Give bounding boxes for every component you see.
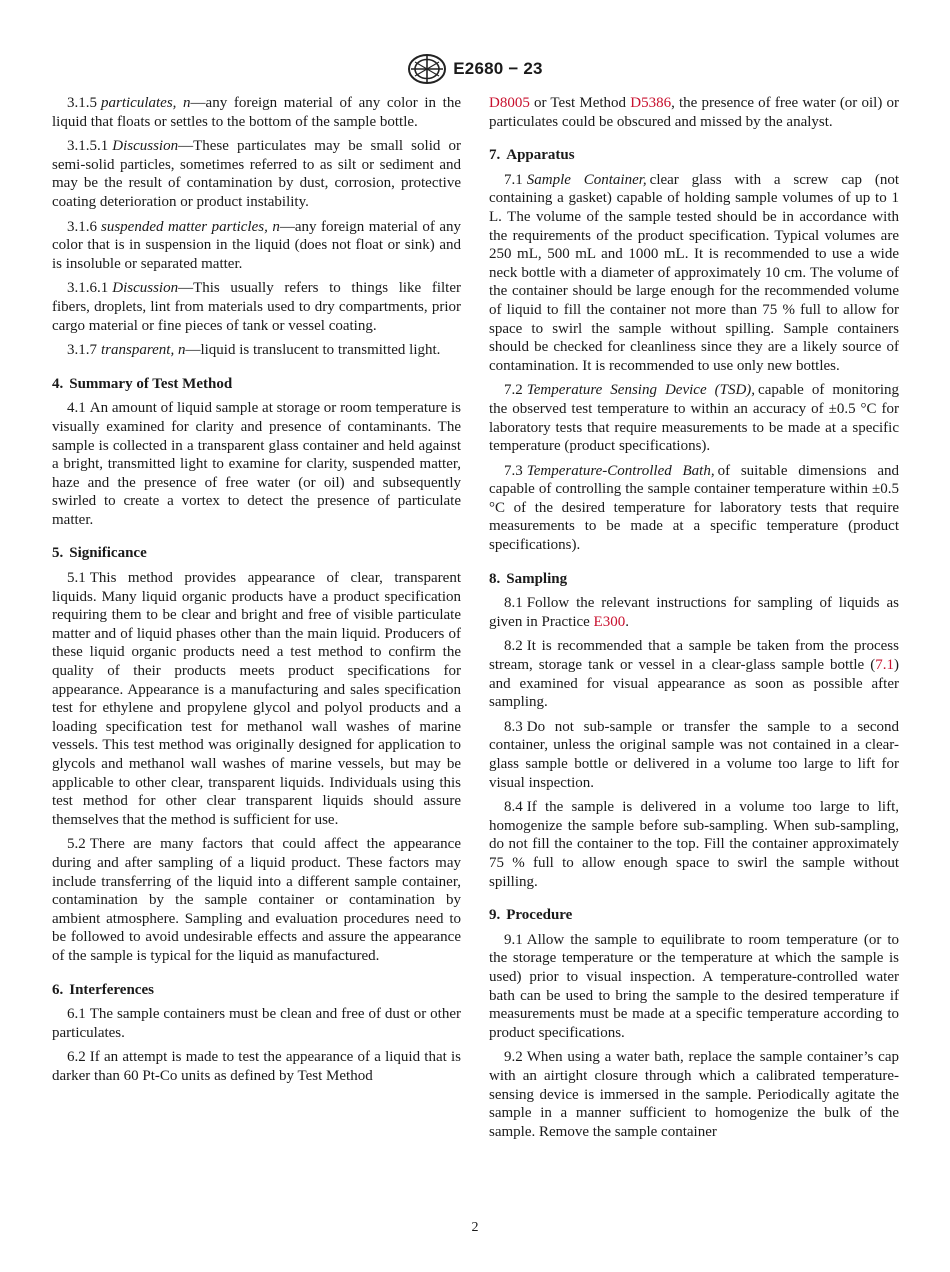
paragraph-text: If the sample is delivered in a volume too large to lift, homogenize the sample before sub-sampling. When sub-sampling, do not fill the container to the top. Fill the container approximately 75 % full to allow enough space to swirl the sample without spilling. xyxy=(489,799,899,890)
paragraph-text: . xyxy=(625,613,629,630)
right-column xyxy=(489,94,899,1147)
document-designation: E2680 − 23 xyxy=(453,59,543,78)
heading-number: 7. xyxy=(489,147,501,164)
heading-title: Interferences xyxy=(69,981,154,998)
section-heading-5 xyxy=(52,544,461,563)
paragraph-text: —any foreign material of any color that is in suspension in the liquid (does not float or sink) and is insoluble or separated matter. xyxy=(52,218,461,272)
apparatus-term: Temperature-Controlled Bath, xyxy=(526,462,715,479)
paragraph-text: —liquid is translucent to transmitted light. xyxy=(185,342,441,359)
heading-title: Summary of Test Method xyxy=(69,375,233,392)
paragraph-text: It is recommended that a sample be taken from the process stream, storage tank or vessel in a clear-glass sample bottle ( xyxy=(489,638,899,674)
heading-title: Procedure xyxy=(506,907,573,924)
paragraph-text: or Test Method xyxy=(529,95,631,111)
heading-title: Significance xyxy=(69,545,147,562)
paragraph-text: There are many factors that could affect the appearance during and after sampling of a liquid product. These factors may include transferring of the liquid into a different sample container, contamination by the sample container or contamination by ambient atmosphere. Sampling and evaluation procedures need to be followed to avoid undesirable effects and assure the appearance of the sample is typical for the liquid as manufactured. xyxy=(52,836,461,964)
section-heading-4 xyxy=(52,375,461,394)
section-heading-7 xyxy=(489,146,899,165)
paragraph-text: An amount of liquid sample at storage or room temperature is visually examined for clarity and presence of contaminants. The sample is collected in a transparent glass container and held against a bright, transmitted light to examine for clarity, suspended matter, haze and the presence of free water (or oil) and subsequently swirled to create a vortex to detect the presence of particulate matter. xyxy=(52,400,461,528)
defined-term: particulates, n xyxy=(101,95,191,111)
section-number: 7.1 xyxy=(504,171,523,188)
paragraph-7-1 xyxy=(489,171,899,376)
paragraph-text: The sample containers must be clean and free of dust or other particulates. xyxy=(52,1006,461,1041)
section-number: 8.2 xyxy=(504,638,523,655)
paragraph-7-3 xyxy=(489,462,899,555)
discussion-label: Discussion xyxy=(112,280,179,297)
discussion-label: Discussion xyxy=(112,138,179,155)
page-number: 2 xyxy=(471,1220,479,1235)
section-number: 6.2 xyxy=(67,1049,86,1066)
paragraph-text: —any foreign material of any color in the liquid that floats or settles to the bottom of the sample bottle. xyxy=(52,95,461,130)
reference-link-d8005[interactable]: D8005 xyxy=(489,95,530,111)
left-column xyxy=(52,94,461,1092)
heading-number: 9. xyxy=(489,907,501,924)
reference-link-7-1[interactable]: 7.1 xyxy=(875,657,894,674)
heading-title: Sampling xyxy=(506,570,568,587)
paragraph-text: capable of monitoring the observed test temperature to within an accuracy of ±0.5 °C for laboratory tests that require measurements to be made at a specific temperature (product specifications). xyxy=(489,382,899,455)
section-number: 3.1.5 xyxy=(67,95,97,111)
section-heading-8 xyxy=(489,570,899,589)
section-number: 3.1.7 xyxy=(67,342,97,359)
heading-title: Apparatus xyxy=(506,147,575,164)
paragraph-text: When using a water bath, replace the sample container’s cap with an airtight closure through which a calibrated temperature-sensing device is immersed in the sample. Periodically agitate the sample in a manner sufficient to homogenize the bulk of the sample. Remove the sample container xyxy=(489,1049,899,1140)
paragraph-3-1-7 xyxy=(52,341,461,360)
section-number: 3.1.5.1 xyxy=(67,138,109,155)
paragraph-3-1-5 xyxy=(52,94,461,131)
heading-number: 8. xyxy=(489,570,501,587)
paragraph-text: ) and examined for visual appearance as soon as possible after sampling. xyxy=(489,657,899,711)
heading-number: 5. xyxy=(52,545,64,562)
paragraph-8-4 xyxy=(489,798,899,891)
section-heading-9 xyxy=(489,906,899,925)
defined-term: suspended matter particles, n xyxy=(101,218,280,235)
paragraph-text: clear glass with a screw cap (not containing a gasket) capable of holding sample volumes of up to 1 L. The volume of the sample tested should be in accordance with the requirements of the product specification. Typical volumes are 250 mL, 500 mL and 1000 mL. It is recommended to use a wide neck bottle with a diameter of approximately 10 cm. The volume of the container should be large enough for the recommended volume of liquid to fill the container not more than 75 % full to allow for space to swirl the sample without spilling. Sample containers should be checked for cleanliness since they are a likely source of contamination. It is recommended to use only new bottles. xyxy=(489,171,899,374)
paragraph-6-2 xyxy=(52,1048,461,1085)
paragraph-5-2 xyxy=(52,835,461,965)
heading-number: 6. xyxy=(52,981,64,998)
reference-link-e300[interactable]: E300 xyxy=(593,613,626,630)
paragraph-9-2 xyxy=(489,1048,899,1141)
paragraph-5-1 xyxy=(52,569,461,829)
section-number: 6.1 xyxy=(67,1006,86,1023)
paragraph-text: Follow the relevant instructions for sampling of liquids as given in Practice xyxy=(489,595,899,630)
section-number: 5.2 xyxy=(67,836,86,853)
paragraph-6-2-continued xyxy=(489,94,899,131)
paragraph-6-1 xyxy=(52,1005,461,1042)
astm-logo-icon xyxy=(407,53,447,85)
paragraph-text: Allow the sample to equilibrate to room temperature (or to the storage temperature or the temperature at which the sample is used) prior to visual inspection. A temperature-controlled water bath can be used to bring the sample to the desired temperature if measurements must be made at a specific temperature according to product specifications. xyxy=(489,931,899,1041)
section-number: 8.1 xyxy=(504,595,523,612)
paragraph-9-1 xyxy=(489,931,899,1043)
paragraph-text: —These particulates may be small solid or semi-solid particles, sometimes referred to as silt or sediment and may be the result of contamination by dust, corrosion, protective coating deterioration or product instability. xyxy=(52,138,461,210)
section-number: 5.1 xyxy=(67,570,86,587)
paragraph-3-1-6-1 xyxy=(52,279,461,335)
heading-number: 4. xyxy=(52,375,64,392)
page-header xyxy=(0,52,950,86)
paragraph-8-2 xyxy=(489,637,899,711)
section-number: 7.2 xyxy=(504,382,523,399)
reference-link-d5386[interactable]: D5386 xyxy=(630,95,672,111)
paragraph-3-1-6 xyxy=(52,218,461,274)
paragraph-text: This method provides appearance of clear, transparent liquids. Many liquid organic products have a product specification requiring them to be clear and bright and free of visible particulate matter and of liquid phases other than the main liquid. Producers of these liquid organic products need a test method to confirm the quality of their products meets product specifications for appearance. Appearance is a manufacturing and sales specification test for ethylene and propylene glycol and polyol products and a loading specification test for methanol wall washes of marine vessels. This test method was originally designed for application to glycols and methanol wall washes of marine vessels, but may be applicable to other clear, transparent liquids. Individuals using this test method for other clear transparent liquids should assure themselves that the method is sufficient for use. xyxy=(52,570,461,828)
paragraph-8-3 xyxy=(489,718,899,792)
paragraph-4-1 xyxy=(52,399,461,529)
section-number: 9.2 xyxy=(504,1049,523,1066)
section-number: 3.1.6 xyxy=(67,218,97,235)
section-number: 4.1 xyxy=(67,400,86,417)
apparatus-term: Temperature Sensing Device (TSD), xyxy=(526,382,756,399)
section-number: 9.1 xyxy=(504,931,523,948)
apparatus-term: Sample Container, xyxy=(526,171,647,188)
paragraph-text: of suitable dimensions and capable of controlling the sample container temperature within ±0.5 °C of the desired temperature for laboratory tests that require measurements to be made at a specific temperature (product specifications). xyxy=(489,462,899,554)
section-heading-6 xyxy=(52,981,461,1000)
paragraph-text: , the presence of free water (or oil) or particulates could be obscured and missed by the analyst. xyxy=(489,95,899,130)
defined-term: transparent, n xyxy=(101,342,186,359)
paragraph-text: —This usually refers to things like filter fibers, droplets, lint from materials used to dry compartments, prior cargo material or fine pieces of tank or vessel coating. xyxy=(52,280,461,334)
section-number: 8.3 xyxy=(504,718,523,735)
paragraph-7-2 xyxy=(489,381,899,455)
section-number: 3.1.6.1 xyxy=(67,280,109,297)
paragraph-text: Do not sub-sample or transfer the sample to a second container, unless the original sample was not contained in a clear-glass sample bottle or delivered in a volume too large to lift for visual inspection. xyxy=(489,718,899,791)
section-number: 8.4 xyxy=(504,799,523,816)
paragraph-3-1-5-1 xyxy=(52,137,461,211)
section-number: 7.3 xyxy=(504,462,523,479)
paragraph-8-1 xyxy=(489,594,899,631)
paragraph-text: If an attempt is made to test the appearance of a liquid that is darker than 60 Pt-Co units as defined by Test Method xyxy=(52,1049,461,1084)
